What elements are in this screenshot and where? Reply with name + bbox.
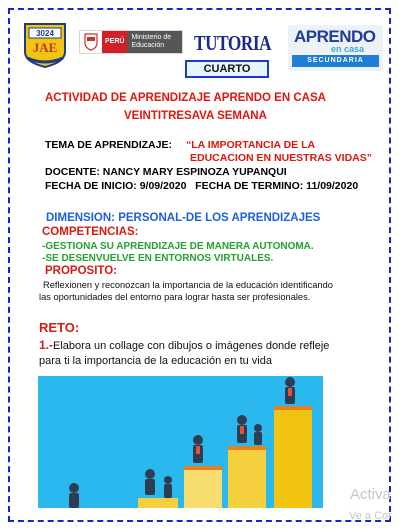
- aprendo-logo-line3: SECUNDARIA: [292, 55, 379, 67]
- people-climbing-bars-illustration: [38, 376, 323, 508]
- reto-line2: para ti la importancia de la educación en tu vida: [39, 355, 272, 367]
- tutoria-title: TUTORIA: [194, 31, 272, 55]
- competencia-item: -GESTIONA SU APRENDIZAJE DE MANERA AUTONOMA.: [42, 241, 314, 252]
- tema-label: TEMA DE APRENDIZAJE:: [45, 139, 172, 151]
- peru-shield-icon: [83, 33, 99, 51]
- peru-label: PERÚ: [102, 31, 127, 53]
- school-letters: JAE: [32, 40, 58, 55]
- proposito-line1: Reflexionen y reconozcan la importancia de la educación identificando: [43, 280, 333, 290]
- school-number: 3024: [36, 29, 54, 38]
- school-crest-icon: [21, 22, 69, 68]
- reto-number: 1.-: [39, 338, 54, 352]
- competencias-heading: COMPETENCIAS:: [42, 226, 139, 238]
- week-title: VEINTITRESAVA SEMANA: [124, 110, 267, 122]
- activation-watermark: Activa: [350, 486, 391, 503]
- tema-value-line1: “LA IMPORTANCIA DE LA: [186, 139, 316, 151]
- aprendo-logo-line2: en casa: [331, 44, 365, 54]
- proposito-line2: las oportunidades del entorno para lograr hasta ser profesionales.: [39, 292, 311, 302]
- grade-box: CUARTO: [185, 60, 269, 78]
- activation-watermark-sub: Ve a Cor: [349, 510, 392, 522]
- aprendo-en-casa-logo: [288, 25, 383, 71]
- reto-line1: [39, 338, 329, 352]
- dimension-heading: DIMENSION: PERSONAL-DE LOS APRENDIZAJES: [46, 212, 321, 224]
- peru-ministry-logo: [79, 30, 183, 54]
- tema-value-line2: EDUCACION EN NUESTRAS VIDAS”: [190, 152, 373, 164]
- aprendo-logo-line1: APRENDO: [294, 27, 376, 46]
- docente-line: DOCENTE: NANCY MARY ESPINOZA YUPANQUI: [45, 166, 287, 178]
- fecha-line: FECHA DE INICIO: 9/09/2020 FECHA DE TERMINO: 11/09/2020: [45, 180, 359, 192]
- ministry-label: Ministerio de Educación: [127, 31, 182, 53]
- proposito-heading: PROPOSITO:: [45, 265, 117, 277]
- reto-text-line1: Elabora un collage con dibujos o imágenes donde refleje: [53, 340, 330, 352]
- reto-heading: RETO:: [39, 320, 80, 335]
- activity-title: ACTIVIDAD DE APRENDIZAJE APRENDO EN CASA: [45, 92, 326, 104]
- competencia-item: -SE DESENVUELVE EN ENTORNOS VIRTUALES.: [42, 253, 274, 264]
